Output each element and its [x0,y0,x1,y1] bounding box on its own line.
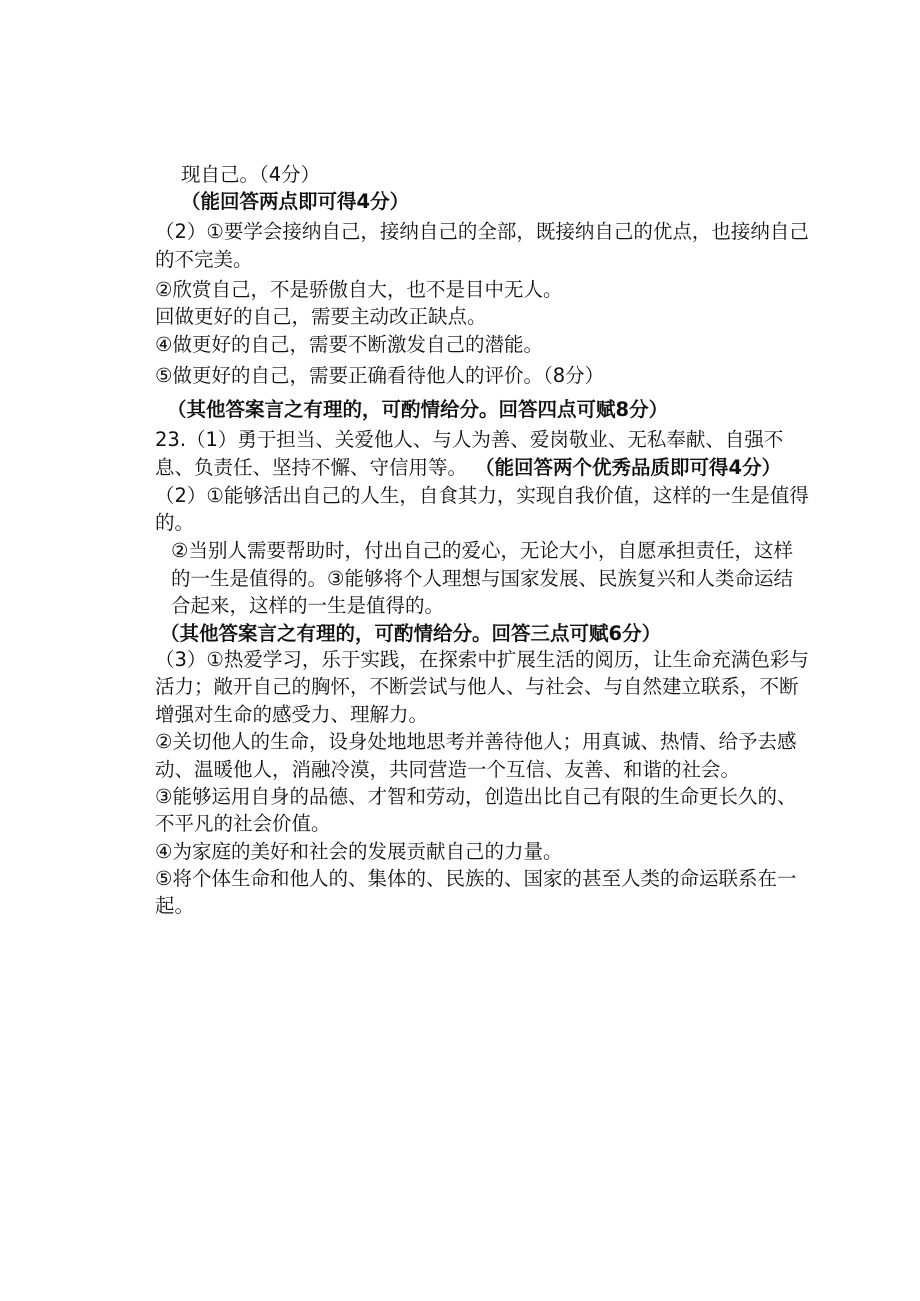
answer-line: 活力；敞开自己的胸怀，不断尝试与他人、与社会、与自然建立联系，不断 [155,675,799,698]
answer-line: 现自己。（4分） [181,163,321,186]
scoring-note: （能回答两点即可得4分） [181,190,410,213]
answer-line: 起。 [155,894,195,917]
answer-line: ④为家庭的美好和社会的发展贡献自己的力量。 [155,840,563,863]
answer-line: 息、负责任、坚持不懈、守信用等。 [155,456,468,479]
answer-line: ②欣赏自己，不是骄傲自大，也不是目中无人。 [155,278,563,301]
answer-line: ③能够运用自身的品德、才智和劳动，创造出比自己有限的生命更长久的、 [155,785,797,808]
answer-line: ⑤做更好的自己，需要正确看待他人的评价。（8分） [155,364,605,387]
answer-line: 回做更好的自己，需要主动改正缺点。 [155,305,487,328]
answer-line: ⑤将个体生命和他人的、集体的、民族的、国家的甚至人类的命运联系在一 [155,867,797,890]
answer-line: ④做更好的自己，需要不断激发自己的潜能。 [155,333,543,356]
answer-line: （2）①要学会接纳自己，接纳自己的全部，既接纳自己的优点，也接纳自己 [155,220,809,243]
answer-line: 的。 [155,511,195,534]
answer-line: ②关切他人的生命，设身处地地思考并善待他人；用真诚、热情、给予去感 [155,730,797,753]
answer-line: 的一生是值得的。③能够将个人理想与国家发展、民族复兴和人类命运结 [171,567,793,590]
answer-line: 不平凡的社会价值。 [155,812,331,835]
answer-line: （2）①能够活出自己的人生，自食其力，实现自我价值，这样的一生是值得 [155,484,809,507]
scoring-note: （其他答案言之有理的，可酌情给分。回答四点可赋8分） [167,398,669,421]
question-answer-line: 23.（1）勇于担当、关爱他人、与人为善、爱岗敬业、无私奉献、自强不 [155,428,784,451]
scoring-note: （能回答两个优秀品质即可得4分） [475,456,782,479]
answer-line: ②当别人需要帮助时，付出自己的爱心，无论大小，自愿承担责任，这样 [171,539,793,562]
answer-line: 增强对生命的感受力、理解力。 [155,703,429,726]
answer-line: （3）①热爱学习，乐于实践，在探索中扩展生活的阅历，让生命充满色彩与 [155,648,809,671]
answer-line: 的不完美。 [155,248,253,271]
answer-line: 合起来，这样的一生是值得的。 [171,594,445,617]
answer-line: 动、温暖他人，消融冷漠，共同营造一个互信、友善、和谐的社会。 [155,758,741,781]
scoring-note: （其他答案言之有理的，可酌情给分。回答三点可赋6分） [160,622,662,645]
